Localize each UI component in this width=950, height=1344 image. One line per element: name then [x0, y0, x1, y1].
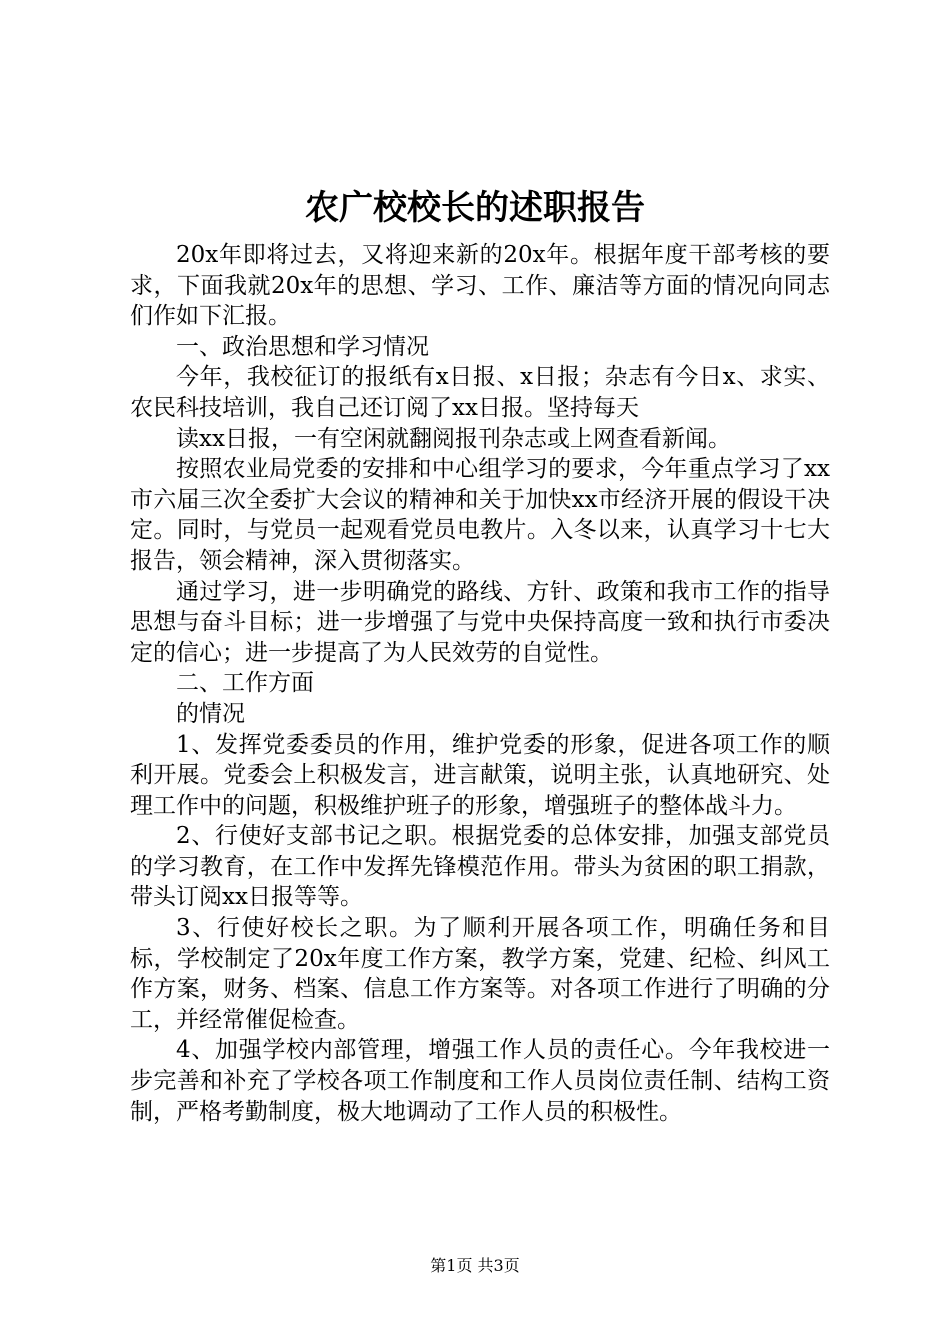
paragraph-item-2: 2、行使好支部书记之职。根据党委的总体安排，加强支部党员的学习教育，在工作中发挥先锋模范作用。带头为贫困的职工捐款，带头订阅xx日报等等。	[130, 823, 830, 911]
paragraph-study: 按照农业局党委的安排和中心组学习的要求，今年重点学习了xx市六届三次全委扩大会议的精神和关于加快xx市经济开展的假设干决定。同时，与党员一起观看党员电教片。入冬以来，认真学习十七大报告，领会精神，深入贯彻落实。	[130, 456, 830, 574]
section-heading-work: 二、工作方面	[176, 670, 314, 697]
paragraph-newspapers: 今年，我校征订的报纸有x日报、x日报；杂志有今日x、求实、农民科技培训，我自己还订阅了xx日报。坚持每天	[130, 364, 830, 421]
page-footer: 第1页 共3页	[430, 1256, 520, 1275]
document-body	[130, 240, 830, 1127]
section-heading-politics: 一、政治思想和学习情况	[176, 333, 429, 360]
paragraph-learning-results: 通过学习，进一步明确党的路线、方针、政策和我市工作的指导思想与奋斗目标；进一步增强了与党中央保持高度一致和执行市委决定的信心；进一步提高了为人民效劳的自觉性。	[130, 578, 830, 666]
paragraph-item-1: 1、发挥党委委员的作用，维护党委的形象，促进各项工作的顺利开展。党委会上积极发言，进言献策，说明主张，认真地研究、处理工作中的问题，积极维护班子的形象，增强班子的整体战斗力。	[130, 731, 830, 819]
section-heading-work-cont: 的情况	[176, 700, 245, 727]
paragraph-intro: 20x年即将过去，又将迎来新的20x年。根据年度干部考核的要求，下面我就20x年的思想、学习、工作、廉洁等方面的情况向同志们作如下汇报。	[130, 242, 830, 330]
paragraph-reading: 读xx日报，一有空闲就翻阅报刊杂志或上网查看新闻。	[176, 425, 731, 452]
paragraph-item-3: 3、行使好校长之职。为了顺利开展各项工作，明确任务和目标，学校制定了20x年度工作方案，教学方案，党建、纪检、纠风工作方案，财务、档案、信息工作方案等。对各项工作进行了明确的分工，并经常催促检查。	[130, 915, 830, 1033]
paragraph-item-4: 4、加强学校内部管理，增强工作人员的责任心。今年我校进一步完善和补充了学校各项工作制度和工作人员岗位责任制、结构工资制，严格考勤制度，极大地调动了工作人员的积极性。	[130, 1037, 830, 1125]
document-title: 农广校校长的述职报告	[305, 188, 645, 228]
